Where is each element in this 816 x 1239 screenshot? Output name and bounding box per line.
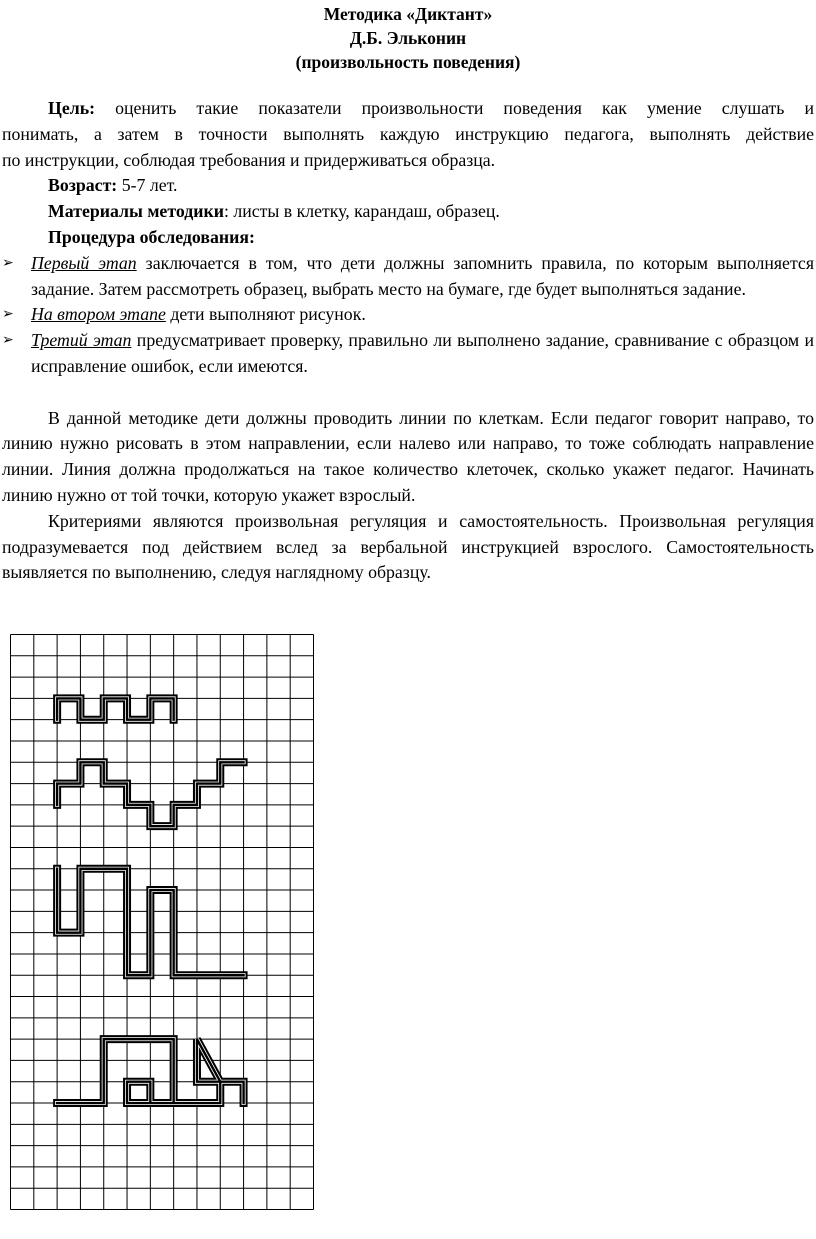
document-subtitle: (произвольность поведения) — [295, 52, 521, 72]
materials-value: : листы в клетку, карандаш, образец. — [223, 201, 500, 222]
list-item — [2, 302, 814, 328]
age-label: Возраст: — [48, 175, 118, 196]
stage-title: На втором этапе — [31, 304, 166, 325]
stage-title: Третий этап — [31, 330, 132, 351]
goal-text-1: оценить такие показатели произвольности поведения как умение слушать и — [115, 98, 814, 118]
list-item — [2, 328, 814, 380]
goal-line-1 — [2, 96, 814, 122]
paragraph-method: В данной методике дети должны проводить линии по клеткам. Если педагог говорит направо, то линию нужно рисовать в этом направлении, если налево или направо, то тоже соблюдать направление линии. Линия должна продолжаться на такое количество клеточек, сколько укажет педагог. Начинать линию нужно от той точки, которую укажет взрослый. — [2, 407, 814, 505]
stage-title: Первый этап — [31, 252, 137, 273]
arrow-bullet-icon: ➢ — [2, 307, 14, 323]
pattern-stroke-0 — [57, 698, 174, 719]
document-header — [0, 0, 816, 74]
arrow-bullet-icon: ➢ — [2, 333, 14, 349]
stage-text: предусматривает проверку, правильно ли выполнено задание, сравнивание с образцом и исправление ошибок, если имеются. — [31, 330, 814, 376]
procedure-label: Процедура обследования: — [48, 226, 255, 247]
document-author: Д.Б. Эльконин — [349, 28, 467, 48]
goal-label: Цель: — [48, 98, 96, 118]
age-value: 5-7 лет. — [121, 175, 178, 196]
materials-line — [2, 199, 814, 225]
dictation-grid-figure — [10, 634, 314, 1210]
pattern-1 — [57, 698, 174, 719]
spacer — [2, 380, 814, 406]
goal-line-3: по инструкции, соблюдая требования и придерживаться образца. — [2, 149, 496, 170]
list-item — [2, 251, 814, 303]
document-body — [2, 96, 814, 586]
goal-line-2: понимать, а затем в точности выполнять каждую инструкцию педагога, выполнять действие — [2, 123, 814, 144]
paragraph-criteria: Критериями являются произвольная регуляция и самостоятельность. Произвольная регуляция подразумевается под действием вслед за вербальной инструкцией взрослого. Самостоятельность выявляется по выполнению, следуя наглядному образцу. — [2, 510, 814, 583]
procedure-list — [2, 251, 814, 380]
stage-text: заключается в том, что дети должны запомнить правила, по которым выполняется задание. Затем рассмотреть образец, выбрать место на бумаге, где будет выполняться задание. — [31, 252, 815, 299]
document-page — [0, 0, 816, 583]
stage-text: дети выполняют рисунок. — [165, 304, 366, 325]
document-title: Методика «Диктант» — [323, 4, 493, 24]
age-line — [2, 173, 814, 199]
procedure-heading — [2, 225, 814, 251]
materials-label: Материалы методики — [48, 201, 224, 222]
arrow-bullet-icon: ➢ — [2, 255, 14, 271]
